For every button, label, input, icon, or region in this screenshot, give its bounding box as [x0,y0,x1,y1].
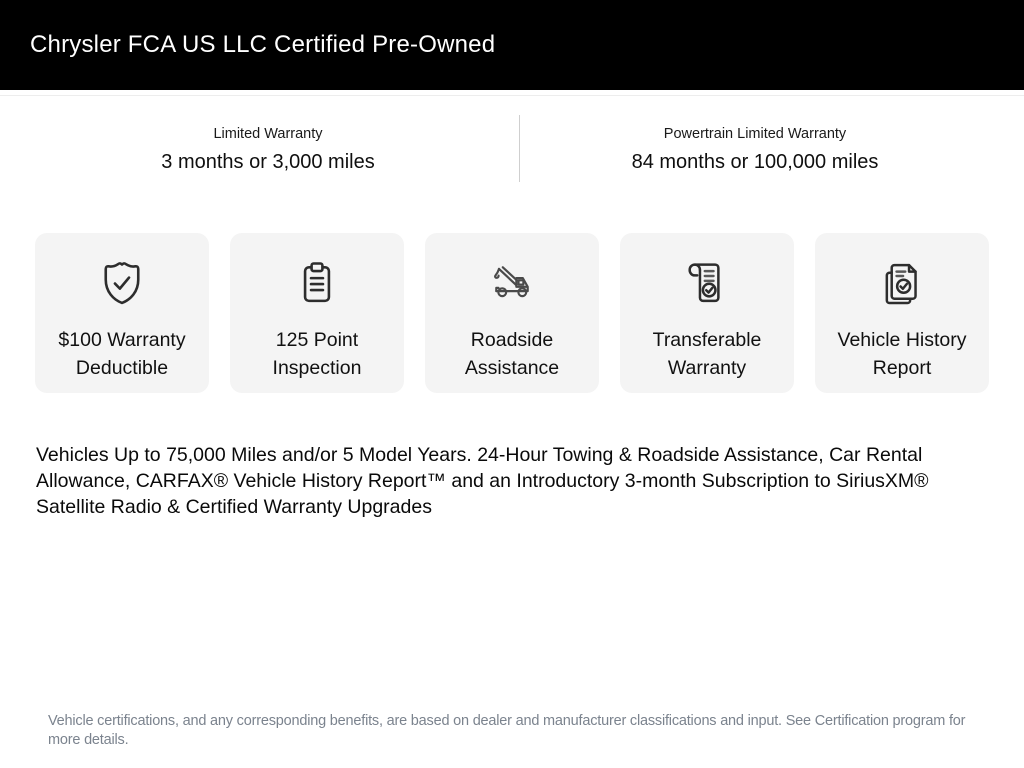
benefit-card-label: Vehicle History Report [837,329,967,379]
benefit-card-label: Transferable Warranty [652,329,762,379]
warranty-scroll-icon [681,257,733,309]
benefit-card-label: Roadside Assistance [464,329,560,379]
limited-warranty-block [17,113,519,185]
limited-warranty-label: Limited Warranty [213,126,323,142]
shield-check-icon [96,257,148,309]
benefit-card-vehicle-history [815,233,989,393]
powertrain-warranty-label: Powertrain Limited Warranty [663,126,847,142]
benefit-card-transferable-warranty [620,233,794,393]
warranty-summary-row [0,113,1024,185]
benefit-card-roadside-assistance [425,233,599,393]
clipboard-icon [291,257,343,309]
program-description: Vehicles Up to 75,000 Miles and/or 5 Model Years. 24-Hour Towing & Roadside Assistance, Car Rental Allowance, CARFAX® Vehicle History Report™ and an Introductory 3-month Subscription to SiriusXM® Satellite Radio & Certified Warranty Upgrades [36,444,929,518]
limited-warranty-value: 3 months or 3,000 miles [161,151,375,173]
powertrain-warranty-value: 84 months or 100,000 miles [631,151,879,173]
header-divider-line [0,95,1024,96]
benefit-card-label: 125 Point Inspection [272,329,362,379]
page-title: Chrysler FCA US LLC Certified Pre-Owned [30,31,496,58]
benefit-cards-row [35,233,989,393]
benefit-card-label: $100 Warranty Deductible [58,329,186,379]
benefit-card-point-inspection [230,233,404,393]
certification-disclaimer: Vehicle certifications, and any corresponding benefits, are based on dealer and manufacturer classifications and input. See Certification program for more details. [48,713,966,748]
header-bar [0,0,1024,90]
tow-truck-icon [486,257,538,309]
benefit-card-warranty-deductible [35,233,209,393]
powertrain-warranty-block [520,113,990,185]
history-report-icon [876,257,928,309]
